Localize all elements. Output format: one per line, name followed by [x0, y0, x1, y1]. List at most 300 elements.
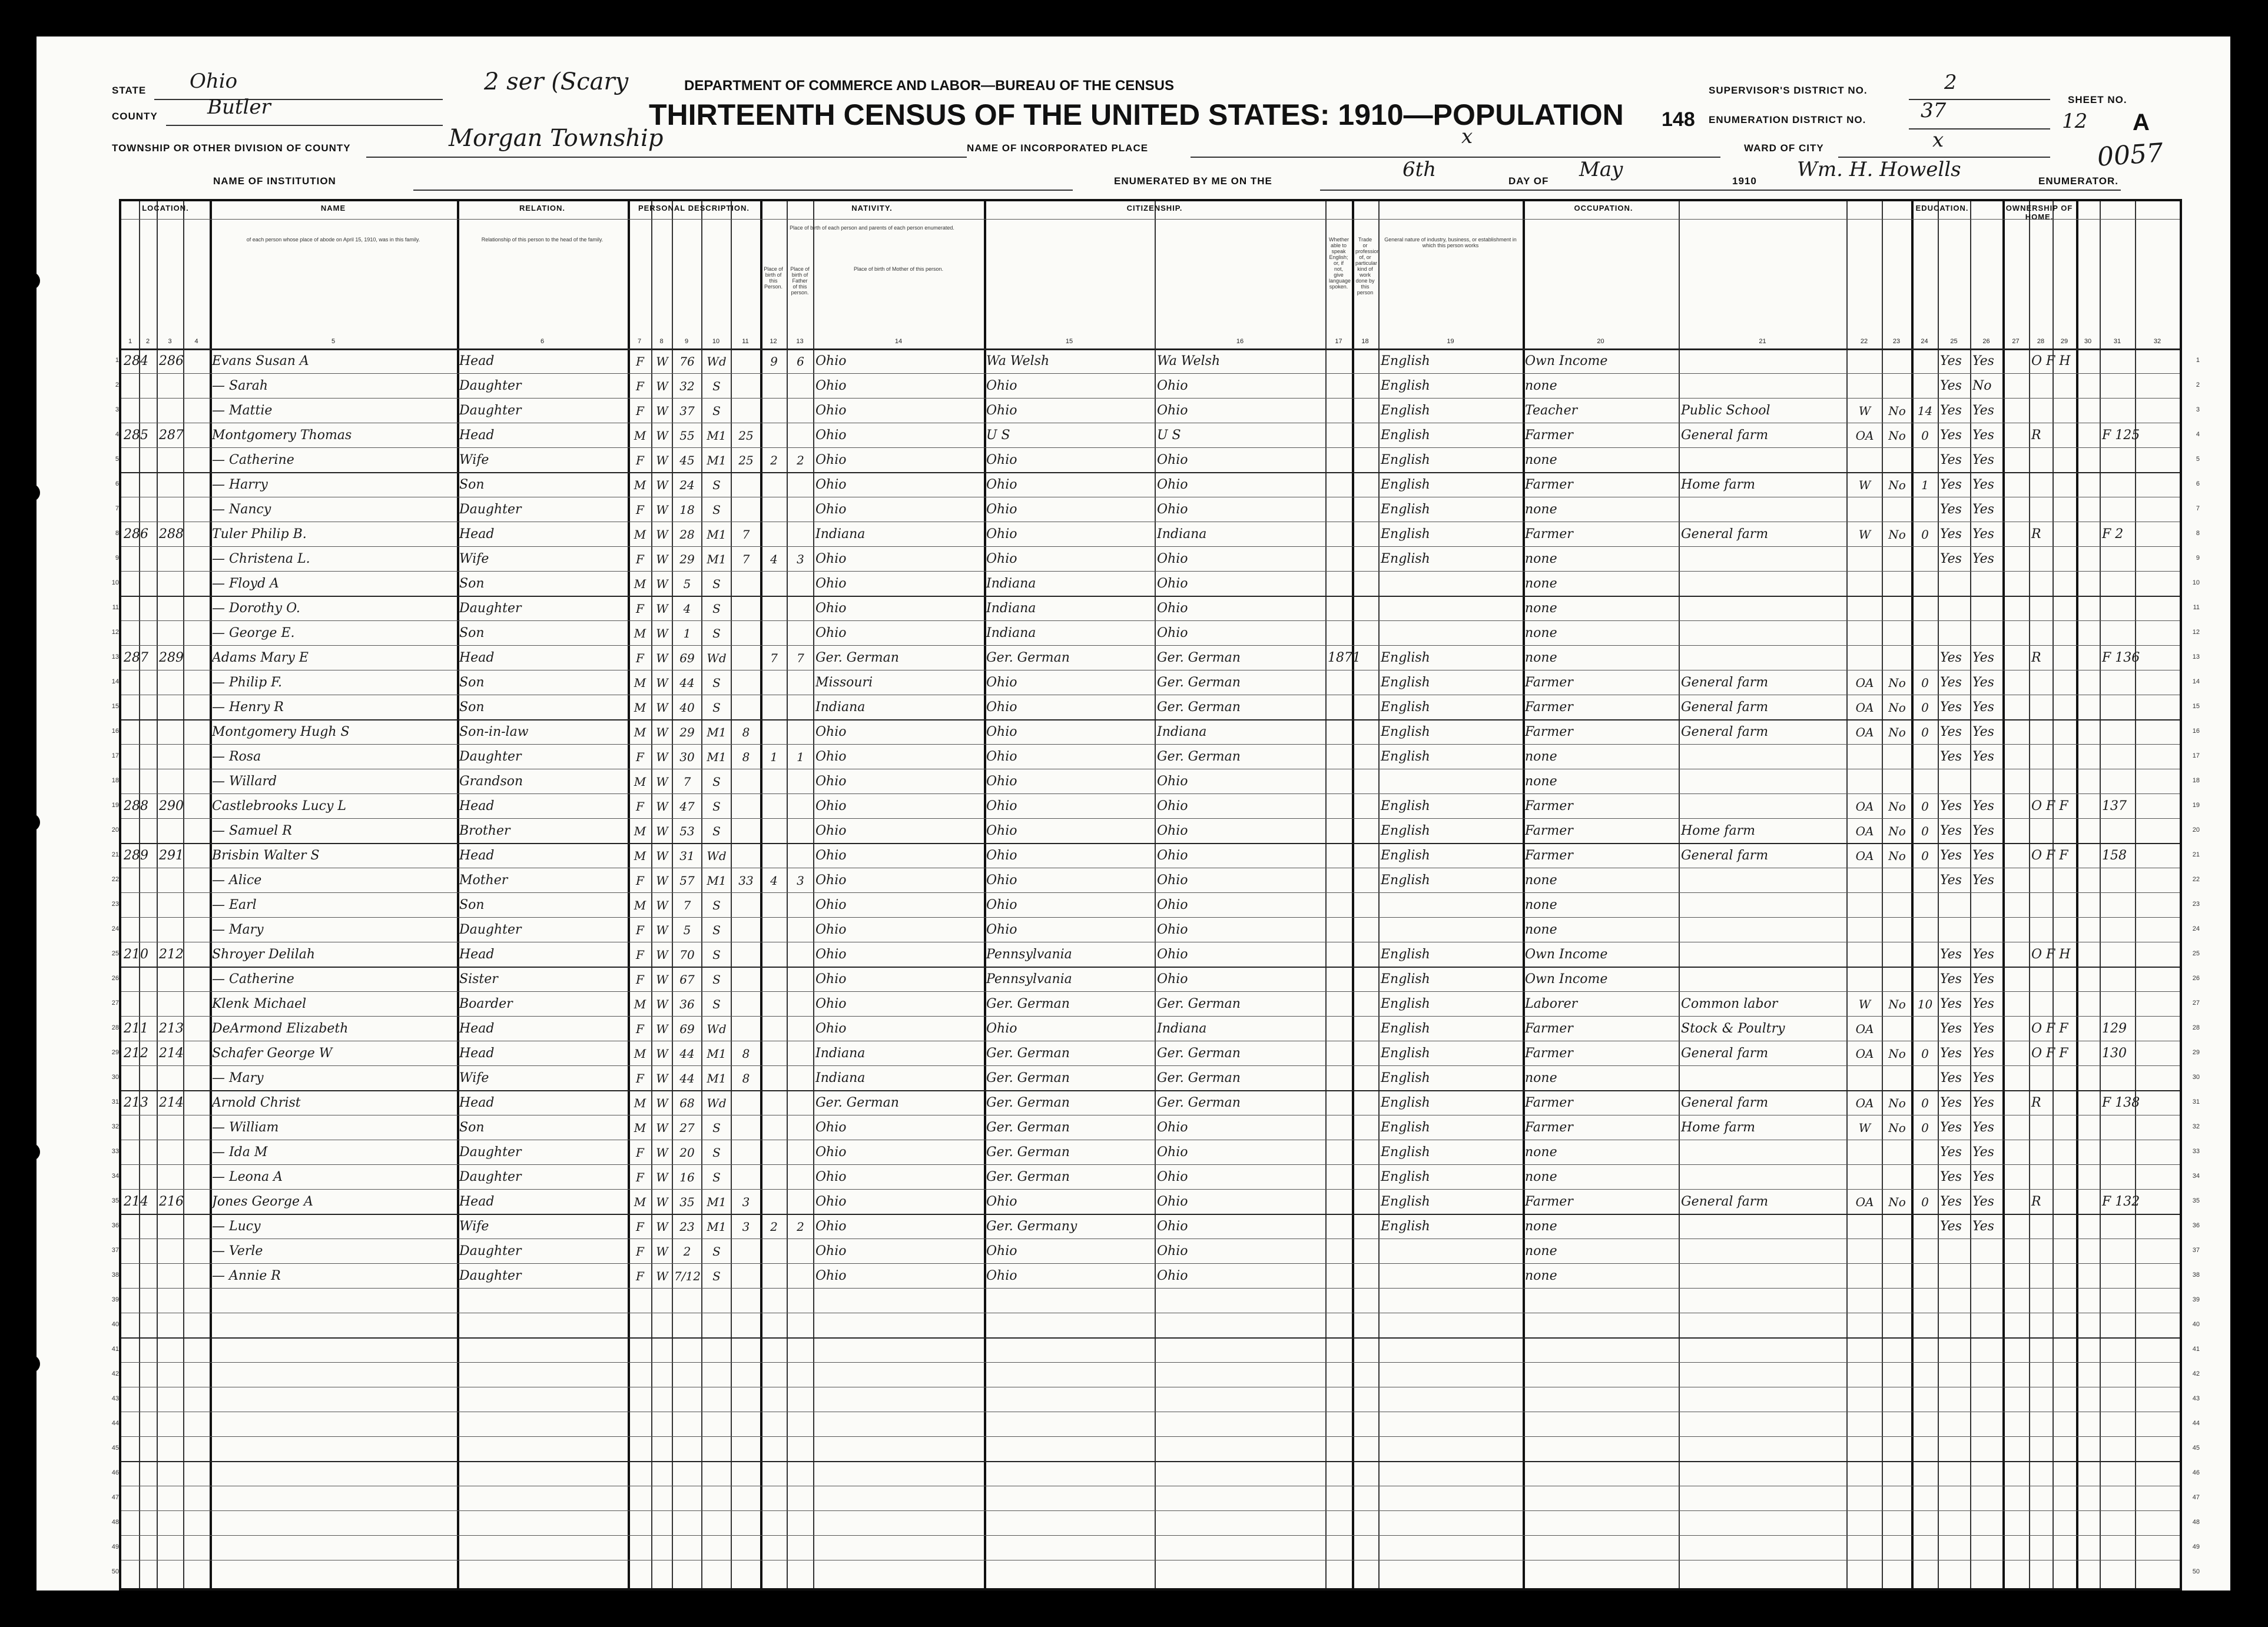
cell-race: W	[656, 602, 668, 616]
cell-trade: Teacher	[1525, 403, 1578, 418]
column-note: General nature of industry, business, or establishment in which this person works	[1384, 237, 1517, 248]
cell-bf: Ohio	[986, 552, 1017, 566]
cell-name: — Earl	[212, 898, 257, 912]
cell-chb: 9	[770, 354, 778, 368]
cell-bm: Ger. German	[1157, 749, 1241, 764]
sheet-value: 12	[2062, 109, 2088, 133]
cell-race: W	[656, 1121, 668, 1135]
cell-lang: English	[1381, 1145, 1430, 1160]
row-number: 5	[2196, 456, 2200, 463]
cell-trade: Laborer	[1525, 997, 1578, 1011]
cell-weeks: 0	[1921, 527, 1929, 542]
cell-bp: Ohio	[815, 477, 847, 492]
state-label: STATE	[112, 85, 147, 96]
row-number: 5	[115, 456, 119, 463]
row-number: 30	[111, 1074, 119, 1081]
row-number: 32	[111, 1123, 119, 1130]
cell-bf: Ohio	[986, 477, 1017, 492]
cell-own: R	[2031, 428, 2041, 443]
column-number: 7	[637, 338, 642, 345]
cell-work: No	[1888, 1047, 1906, 1061]
cell-trade: Own Income	[1525, 972, 1608, 987]
cell-chb: 1	[770, 750, 778, 764]
cell-bf: Ohio	[986, 675, 1017, 690]
cell-name: Montgomery Hugh S	[212, 725, 350, 739]
cell-trade: Farmer	[1525, 824, 1573, 838]
cell-race: W	[656, 1047, 668, 1061]
column-note: Place of birth of Mother of this person.	[853, 266, 944, 272]
column-number: 30	[2084, 338, 2092, 345]
cell-rel: Head	[459, 1095, 495, 1110]
row-number: 9	[115, 554, 119, 562]
cell-bf: Indiana	[986, 601, 1036, 616]
cell-lang: English	[1381, 378, 1430, 393]
row-number: 6	[115, 480, 119, 487]
row-number: 21	[111, 851, 119, 858]
row-number: 8	[115, 530, 119, 537]
cell-bm: Ger. German	[1157, 1095, 1241, 1110]
cell-yrs: 3	[742, 1220, 750, 1234]
column-number: 12	[770, 338, 777, 345]
cell-race: W	[656, 849, 668, 863]
cell-read: Yes	[1940, 1021, 1962, 1036]
cell-bf: Indiana	[986, 626, 1036, 640]
township-label: TOWNSHIP OR OTHER DIVISION OF COUNTY	[112, 142, 351, 154]
cell-name: Schafer George W	[212, 1046, 333, 1061]
column-divider	[760, 201, 762, 1588]
cell-write: Yes	[1972, 799, 1994, 814]
cell-read: Yes	[1940, 947, 1962, 962]
cell-lang: English	[1381, 972, 1430, 987]
cell-bm: Ohio	[1157, 972, 1188, 987]
cell-rel: Son	[459, 898, 485, 912]
cell-trade: Farmer	[1525, 428, 1573, 443]
row-number: 11	[112, 604, 119, 611]
cell-race: W	[656, 379, 668, 393]
cell-lang: English	[1381, 675, 1430, 690]
cell-lang: English	[1381, 1021, 1430, 1036]
cell-yrs: 33	[738, 874, 754, 888]
cell-trade: Farmer	[1525, 700, 1573, 715]
cell-name: — William	[212, 1120, 279, 1135]
column-number: 16	[1236, 338, 1244, 345]
cell-own: O F F	[2031, 1046, 2068, 1061]
cell-lang: English	[1381, 1194, 1430, 1209]
cell-lang: English	[1381, 997, 1430, 1011]
cell-sex: F	[636, 923, 644, 937]
cell-work: No	[1888, 429, 1906, 443]
cell-ms: M1	[707, 552, 727, 566]
cell-name: — Verle	[212, 1244, 263, 1259]
cell-trade: Farmer	[1525, 675, 1573, 690]
cell-lang: English	[1381, 428, 1430, 443]
row-number: 47	[111, 1494, 119, 1501]
cell-own: O F F	[2031, 1021, 2068, 1036]
cell-bf: Pennsylvania	[986, 947, 1072, 962]
cell-name: Evans Susan A	[212, 354, 309, 368]
cell-name: — Henry R	[212, 700, 284, 715]
page-number: 148	[1662, 108, 1695, 131]
cell-trade: none	[1525, 1145, 1557, 1160]
cell-write: Yes	[1972, 1219, 1994, 1234]
row-number: 1	[2196, 357, 2200, 364]
row-number: 44	[111, 1420, 119, 1427]
cell-ms: Wd	[707, 354, 727, 368]
row-divider	[121, 1337, 2180, 1339]
row-number: 22	[2192, 876, 2200, 883]
cell-name: — Willard	[212, 774, 277, 789]
cell-bf: Ger. German	[986, 650, 1070, 665]
cell-work: No	[1888, 1121, 1906, 1135]
cell-work: No	[1888, 799, 1906, 814]
row-number: 9	[2196, 554, 2200, 562]
row-number: 8	[2196, 530, 2200, 537]
cell-work: No	[1888, 676, 1906, 690]
column-divider	[651, 201, 652, 1588]
cell-bp: Ohio	[815, 1219, 847, 1234]
row-number: 20	[2192, 826, 2200, 834]
cell-bp: Ohio	[815, 378, 847, 393]
cell-race: W	[656, 354, 668, 368]
cell-race: W	[656, 898, 668, 912]
cell-own: R	[2031, 650, 2041, 665]
row-divider	[121, 843, 2180, 844]
cell-rel: Daughter	[459, 601, 522, 616]
cell-write: Yes	[1972, 700, 1994, 715]
cell-bm: Ohio	[1157, 502, 1188, 517]
cell-race: W	[656, 1145, 668, 1160]
cell-emp: OA	[1855, 725, 1874, 739]
cell-rel: Head	[459, 1046, 495, 1061]
cell-lang: English	[1381, 1095, 1430, 1110]
punch-hole	[22, 1355, 40, 1373]
cell-bp: Ohio	[815, 947, 847, 962]
column-number: 32	[2153, 338, 2161, 345]
cell-bm: Ger. German	[1157, 1046, 1241, 1061]
row-number: 42	[2192, 1370, 2200, 1377]
row-number: 44	[2192, 1420, 2200, 1427]
cell-ms: S	[712, 824, 721, 838]
column-note: Place of birth of this Person.	[764, 266, 783, 290]
cell-bf: Ohio	[986, 453, 1017, 467]
cell-bm: Ohio	[1157, 922, 1188, 937]
row-number: 49	[2192, 1543, 2200, 1550]
cell-rel: Daughter	[459, 1145, 522, 1160]
cell-trade: none	[1525, 378, 1557, 393]
cell-name: — Floyd A	[212, 576, 279, 591]
column-number: 31	[2113, 338, 2121, 345]
cell-yrs: 7	[742, 527, 750, 542]
column-note: Whether able to speak English; or, if not, give language spoken.	[1329, 237, 1351, 290]
cell-read: Yes	[1940, 1194, 1962, 1209]
cell-bp: Ohio	[815, 626, 847, 640]
cell-age: 7/12	[674, 1269, 701, 1283]
cell-work: No	[1888, 404, 1906, 418]
cell-bp: Ohio	[815, 1145, 847, 1160]
column-divider	[731, 201, 732, 1588]
row-number: 40	[2192, 1321, 2200, 1328]
cell-ms: M1	[707, 527, 727, 542]
cell-bp: Indiana	[815, 1046, 866, 1061]
row-number: 23	[2192, 901, 2200, 908]
cell-bf: Ohio	[986, 1269, 1017, 1283]
cell-name: — Mattie	[212, 403, 273, 418]
row-divider	[121, 1016, 2180, 1017]
column-divider	[1155, 201, 1156, 1588]
cell-sex: F	[636, 948, 644, 962]
cell-write: Yes	[1972, 1120, 1994, 1135]
cell-race: W	[656, 775, 668, 789]
cell-farm: F 125	[2102, 428, 2140, 443]
column-divider	[1679, 201, 1680, 1588]
row-divider	[121, 1362, 2180, 1363]
row-number: 19	[111, 802, 119, 809]
cell-name: Shroyer Delilah	[212, 947, 316, 962]
cell-sex: F	[636, 651, 644, 665]
cell-age: 57	[679, 874, 695, 888]
enumeration-month: May	[1579, 158, 1623, 181]
row-divider	[121, 1065, 2180, 1066]
cell-lang: English	[1381, 799, 1430, 814]
cell-weeks: 0	[1921, 429, 1929, 443]
cell-rel: Wife	[459, 453, 489, 467]
row-number: 12	[2192, 629, 2200, 636]
cell-ms: M1	[707, 1047, 727, 1061]
cell-write: Yes	[1972, 675, 1994, 690]
cell-age: 7	[683, 898, 691, 912]
cell-yr: 1871	[1328, 650, 1361, 665]
cell-sex: M	[634, 429, 646, 443]
punch-hole	[22, 484, 40, 502]
cell-bm: Ohio	[1157, 1219, 1188, 1234]
cell-weeks: 0	[1921, 700, 1929, 715]
cell-ms: S	[712, 775, 721, 789]
row-divider	[121, 571, 2180, 572]
cell-bm: Ohio	[1157, 552, 1188, 566]
cell-race: W	[656, 923, 668, 937]
row-number: 48	[111, 1519, 119, 1526]
cell-write: Yes	[1972, 725, 1994, 739]
cell-fam: 214	[159, 1046, 184, 1061]
cell-bf: Ohio	[986, 873, 1017, 888]
cell-trade: none	[1525, 650, 1557, 665]
cell-rel: Son	[459, 700, 485, 715]
column-divider	[2076, 201, 2078, 1588]
column-number: 25	[1950, 338, 1958, 345]
cell-name: Jones George A	[212, 1194, 313, 1209]
row-number: 18	[111, 777, 119, 784]
row-number: 13	[2192, 653, 2200, 660]
cell-bm: Ohio	[1157, 1269, 1188, 1283]
cell-sex: F	[636, 1170, 644, 1184]
column-number: 3	[168, 338, 172, 345]
cell-trade: none	[1525, 552, 1557, 566]
row-divider	[121, 967, 2180, 968]
enumeration-day: 6th	[1402, 158, 1437, 181]
cell-bp: Ohio	[815, 848, 847, 863]
column-divider	[1970, 201, 1971, 1588]
column-divider	[2053, 201, 2054, 1588]
cell-name: — Rosa	[212, 749, 261, 764]
cell-race: W	[656, 503, 668, 517]
cell-trade: none	[1525, 922, 1557, 937]
cell-ms: M1	[707, 1195, 727, 1209]
cell-sex: F	[636, 1244, 644, 1259]
column-number: 15	[1065, 338, 1073, 345]
cell-ind: General farm	[1681, 1046, 1769, 1061]
cell-trade: Farmer	[1525, 725, 1573, 739]
cell-rel: Daughter	[459, 403, 522, 418]
cell-age: 29	[679, 725, 695, 739]
cell-bp: Ohio	[815, 1269, 847, 1283]
row-number: 17	[111, 752, 119, 759]
cell-sex: M	[634, 676, 646, 690]
cell-ind: General farm	[1681, 527, 1769, 542]
cell-trade: Farmer	[1525, 799, 1573, 814]
row-number: 34	[2192, 1173, 2200, 1180]
cell-emp: OA	[1855, 1096, 1874, 1110]
cell-trade: none	[1525, 898, 1557, 912]
column-group-label: EDUCATION.	[1915, 204, 1969, 212]
cell-rel: Son	[459, 1120, 485, 1135]
cell-bp: Missouri	[815, 675, 873, 690]
cell-work: No	[1888, 527, 1906, 542]
cell-lang: English	[1381, 1046, 1430, 1061]
column-divider	[787, 201, 788, 1588]
cell-sex: F	[636, 1145, 644, 1160]
cell-age: 37	[679, 404, 695, 418]
cell-race: W	[656, 972, 668, 987]
cell-write: Yes	[1972, 848, 1994, 863]
column-note: Relationship of this person to the head of the family.	[481, 237, 604, 243]
cell-fam: 289	[159, 650, 184, 665]
row-divider	[121, 645, 2180, 646]
cell-rel: Daughter	[459, 749, 522, 764]
cell-write: Yes	[1972, 552, 1994, 566]
cell-ms: S	[712, 1269, 721, 1283]
cell-bm: Ohio	[1157, 1170, 1188, 1184]
cell-write: Yes	[1972, 873, 1994, 888]
row-number: 38	[111, 1271, 119, 1279]
cell-race: W	[656, 1170, 668, 1184]
row-divider	[121, 1510, 2180, 1511]
row-number: 43	[2192, 1395, 2200, 1402]
cell-bp: Ohio	[815, 552, 847, 566]
column-number: 1	[128, 338, 132, 345]
cell-rel: Wife	[459, 1071, 489, 1085]
cell-read: Yes	[1940, 1219, 1962, 1234]
cell-name: Arnold Christ	[212, 1095, 301, 1110]
column-number: 8	[659, 338, 664, 345]
column-number: 17	[1335, 338, 1342, 345]
cell-emp: OA	[1855, 429, 1874, 443]
cell-trade: Farmer	[1525, 1194, 1573, 1209]
cell-bf: Ohio	[986, 898, 1017, 912]
cell-age: 7	[683, 775, 691, 789]
cell-age: 28	[679, 527, 695, 542]
cell-bp: Ohio	[815, 354, 847, 368]
column-divider	[157, 201, 158, 1588]
column-group-label: RELATION.	[519, 204, 566, 212]
cell-age: 44	[679, 1071, 695, 1085]
cell-age: 68	[679, 1096, 695, 1110]
row-number: 1	[115, 357, 119, 364]
cell-ms: S	[712, 626, 721, 640]
cell-read: Yes	[1940, 502, 1962, 517]
row-number: 12	[111, 629, 119, 636]
cell-bf: Ohio	[986, 725, 1017, 739]
column-divider	[2135, 201, 2136, 1588]
cell-work: No	[1888, 478, 1906, 492]
cell-rel: Head	[459, 1194, 495, 1209]
cell-write: Yes	[1972, 972, 1994, 987]
cell-bm: Ohio	[1157, 799, 1188, 814]
cell-name: — Annie R	[212, 1269, 281, 1283]
column-divider	[2029, 201, 2030, 1588]
cell-emp: W	[1858, 404, 1871, 418]
cell-ms: M1	[707, 874, 727, 888]
cell-race: W	[656, 1071, 668, 1085]
cell-weeks: 14	[1917, 404, 1933, 418]
cell-trade: none	[1525, 453, 1557, 467]
row-number: 49	[111, 1543, 119, 1550]
cell-ms: S	[712, 1244, 721, 1259]
column-divider	[2002, 201, 2005, 1588]
cell-age: 76	[679, 354, 695, 368]
row-number: 24	[111, 925, 119, 932]
cell-work: No	[1888, 997, 1906, 1011]
row-number: 18	[2192, 777, 2200, 784]
cell-sex: M	[634, 1047, 646, 1061]
cell-fam: 288	[159, 527, 184, 542]
cell-name: DeArmond Elizabeth	[212, 1021, 349, 1036]
cell-rel: Brother	[459, 824, 510, 838]
supervisor-value: 2	[1944, 71, 1957, 94]
cell-write: Yes	[1972, 997, 1994, 1011]
column-note: Place of birth of each person and parents of each person enumerated.	[790, 225, 954, 231]
incorporated-value: x	[1461, 125, 1473, 148]
cell-farm: 137	[2102, 799, 2127, 814]
ward-value: x	[1932, 128, 1944, 152]
cell-bm: Ger. German	[1157, 1071, 1241, 1085]
cell-age: 18	[679, 503, 695, 517]
cell-ind: Home farm	[1681, 1120, 1755, 1135]
cell-ms: S	[712, 404, 721, 418]
cell-trade: none	[1525, 1219, 1557, 1234]
cell-rel: Head	[459, 848, 495, 863]
cell-sex: F	[636, 972, 644, 987]
cell-weeks: 0	[1921, 824, 1929, 838]
cell-bp: Ohio	[815, 403, 847, 418]
row-divider	[121, 447, 2180, 448]
cell-trade: Farmer	[1525, 848, 1573, 863]
cell-trade: Own Income	[1525, 947, 1608, 962]
cell-ms: Wd	[707, 651, 727, 665]
state-value: Ohio	[190, 69, 238, 93]
cell-ms: S	[712, 948, 721, 962]
cell-bf: Pennsylvania	[986, 972, 1072, 987]
cell-lang: English	[1381, 403, 1430, 418]
cell-ms: S	[712, 972, 721, 987]
cell-sex: M	[634, 849, 646, 863]
row-divider	[121, 1461, 2180, 1462]
cell-bf: Ohio	[986, 403, 1017, 418]
cell-lang: English	[1381, 700, 1430, 715]
row-number: 31	[111, 1098, 119, 1105]
cell-bp: Ohio	[815, 1194, 847, 1209]
cell-sex: M	[634, 478, 646, 492]
row-divider	[121, 1436, 2180, 1437]
